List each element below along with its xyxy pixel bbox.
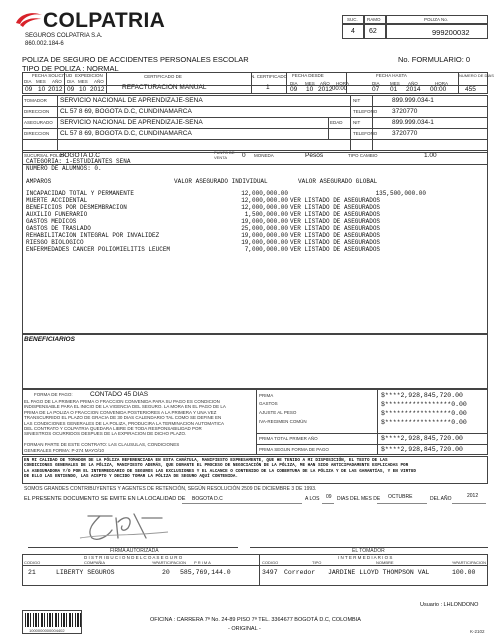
coverage-row: [26, 246, 486, 253]
expedicion-label: EXPEDICION: [75, 73, 103, 78]
poliza-value: 999200032: [432, 28, 470, 37]
authorized-signature: [72, 508, 182, 544]
desde-mes: 10: [306, 86, 314, 93]
signature-icon: [72, 508, 182, 544]
amparo-global: VER LISTADO DE ASEGURADOS: [290, 197, 381, 204]
coverage-row: [26, 190, 486, 197]
punto-venta-label: PUNTO DE VENTA: [214, 150, 235, 160]
moneda-value: Pesos: [305, 152, 324, 159]
ano-label: AÑO: [408, 81, 418, 86]
issue-mes: OCTUBRE: [388, 494, 413, 500]
barcode-number: 1000000000004402: [29, 628, 65, 633]
hasta-mes: 01: [390, 86, 398, 93]
legal-line: CONDICIONES GENERALES DE LA PÓLIZA, MANIFIESTO ADEMÁS, QUE DURANTE EL PROCESO DE NEGOCIACIÓN DE LA PÓLIZA, ME HAN SIDO ANTICIPADAMENTE EXPLICADAS POR: [24, 463, 409, 469]
sucursal-label: SUCURSAL POLIZA: [24, 153, 66, 158]
amparo-name: ENFERMEDADES CANCER POLIOMIELITIS LEUCEM: [26, 246, 171, 253]
barcode-icon: [24, 613, 82, 627]
certificado-label: CERTIFICADO DE: [144, 74, 182, 79]
logo-swoosh-icon: [14, 11, 44, 29]
coverage-row: [26, 211, 486, 218]
col-codigo-2: CODIGO: [262, 560, 279, 565]
individual-header: VALOR ASEGURADO INDIVIDUAL: [174, 178, 268, 185]
company-name: COLPATRIA: [43, 9, 166, 32]
coaseguro-participacion: 20: [162, 569, 170, 576]
tomador-dir-label: DIRECCION: [24, 109, 50, 114]
usuario-text: Usuario : LHLONDONO: [420, 602, 479, 608]
amparo-global: VER LISTADO DE ASEGURADOS: [290, 218, 381, 225]
total-pagar-label: PRIMA SEGUN FORMA DE PAGO: [259, 447, 329, 452]
n-certificado-value: 1: [266, 84, 270, 91]
payment-term-line: INDISPENSABLE PARA EL INICIO DE LA VIGENCIA DEL SEGURO. LA MORA EN EL PAGO DE LA: [24, 404, 226, 410]
legal-text: [24, 458, 416, 480]
tomador-nit-label: NIT: [353, 98, 361, 103]
issue-ano: 2012: [467, 493, 479, 499]
formulario-number: No. FORMULARIO: 0: [398, 55, 471, 64]
forma-pago-value: CONTADO 45 DIAS: [90, 391, 149, 398]
amparo-global: VER LISTADO DE ASEGURADOS: [290, 246, 381, 253]
payment-term-line: EL PAGO DE LA PRIMERA PRIMA O FRACCION CONVENIDA PARA SU PAGO ES CONDICION: [24, 399, 220, 404]
prima-value: $****2,928,845,720.00: [381, 392, 463, 399]
hora-label: HORA: [435, 81, 449, 86]
solicitud-ano: 2012: [48, 86, 63, 93]
dia-label: DIA: [24, 79, 32, 84]
policy-title: POLIZA DE SEGURO DE ACCIDENTES PERSONALES ESCOLAR: [22, 55, 249, 64]
ramo-label: RAMO: [367, 17, 381, 22]
suc-value: 4: [351, 28, 355, 35]
coverage-row: [26, 225, 486, 232]
tipo-cambio-value: 1.00: [424, 152, 437, 159]
coverage-row: [26, 204, 486, 211]
forman-parte-line-2: GENERALES FORMA: P-274 MAYO/10: [24, 448, 104, 453]
fecha-desde-label: FECHA DESDE: [292, 73, 324, 78]
categoria-text: CATEGORIA: 1-ESTUDIANTES SENA: [26, 158, 131, 165]
asegurado-label: ASEGURADO: [24, 120, 53, 125]
coaseguro-compania: LIBERTY SEGUROS: [56, 569, 115, 576]
beneficiarios-label: BENEFICIARIOS: [24, 336, 75, 343]
distribution-section: [22, 554, 488, 586]
intermediarios-title: I N T E R M E D I A R I O S: [338, 555, 393, 560]
total-primer-label: PRIMA TOTAL PRIMER AÑO: [259, 436, 318, 441]
legal-line: EN MI CALIDAD DE TOMADOR DE LA PÓLIZA REFERENCIADA EN ESTA CARÁTULA, MANIFIESTO EXPRESAMENTE, QUE HE TENIDO A MI DISPOSICIÓN, EL TEXTO DE LAS: [24, 458, 388, 463]
amparos-header: AMPAROS: [26, 178, 52, 185]
numero-dias-label: NUMERO DE DIAS: [459, 73, 494, 78]
amparo-individual: 12,000,000.00: [241, 197, 288, 204]
payment-section: [22, 389, 488, 455]
coaseguro-prima: 585,769,144.0: [180, 569, 231, 576]
hasta-dia: 07: [372, 86, 380, 93]
forma-pago-label: FORMA DE PAGO:: [34, 392, 73, 397]
beneficiarios-box: [22, 334, 488, 389]
numero-dias-value: 455: [465, 86, 476, 93]
tipo-cambio-label: TIPO CAMBIO: [348, 153, 378, 158]
col-tipo: TIPO: [312, 560, 322, 565]
amparo-name: AUXILIO FUNERARIO: [26, 211, 88, 218]
intermediario-tipo: Corredor: [284, 569, 316, 576]
amparo-individual: 25,000,000.00: [241, 225, 288, 232]
fecha-hasta-label: FECHA HASTA: [376, 73, 407, 78]
asegurado-edad-label: EDAD: [330, 120, 343, 125]
iva-value: $*****************0.00: [381, 419, 467, 426]
issue-del-ano: DEL AÑO: [430, 496, 452, 502]
dates-section: [22, 72, 494, 94]
coaseguro-codigo: 21: [28, 569, 36, 576]
coverage-table: [26, 190, 486, 253]
original-text: - ORIGINAL -: [228, 626, 261, 632]
coverage-row: [26, 197, 486, 204]
firma-autorizada-label: FIRMA AUTORIZADA: [110, 548, 159, 554]
col-compania: COMPAÑIA: [84, 560, 106, 565]
asegurado-tel: 3720770: [392, 130, 418, 137]
tomador-tel: 3720770: [392, 108, 418, 115]
el-tomador-label: EL TOMADOR: [352, 548, 385, 554]
issue-a-los: A LOS: [305, 496, 320, 502]
ano-label: AÑO: [94, 79, 104, 84]
amparo-name: MUERTE ACCIDENTAL: [26, 197, 88, 204]
col-prima: P R I M A: [194, 560, 211, 565]
amparo-global: 135,500,000.00: [375, 190, 426, 197]
expedicion-ano: 2012: [90, 86, 105, 93]
prima-label: PRIMA: [259, 393, 274, 398]
issue-dias-del-mes: DIAS DEL MES DE: [337, 496, 381, 502]
asegurado-nit-label: NIT: [353, 120, 361, 125]
dia-label: DIA: [372, 81, 380, 86]
issue-dia: 09: [326, 494, 332, 500]
desde-dia: 09: [290, 86, 298, 93]
asegurado-dir: CL 57 8 69, BOGOTA D.C, CUNDINAMARCA: [60, 130, 192, 137]
payment-term-line: PRIMA DE LA POLIZA O FRACCION CONVENIDA POSTERIORES A LA PRIMERA Y UNA VEZ: [24, 409, 217, 415]
policy-id-box: [342, 15, 488, 47]
amparo-individual: 19,000,000.00: [241, 232, 288, 239]
col-participacion-2: %PARTICIPACION: [452, 560, 487, 565]
fecha-solicitud-label: FECHA SOLICITUD: [32, 73, 73, 78]
amparo-individual: 12,000,000.00: [241, 204, 288, 211]
amparo-name: INCAPACIDAD TOTAL Y PERMANENTE: [26, 190, 135, 197]
issue-text: EL PRESENTE DOCUMENTO SE EMITE EN LA LOCALIDAD DE: [24, 496, 186, 502]
asegurado-nit: 899.999.034-1: [392, 119, 434, 126]
issue-line: [22, 493, 488, 505]
punto-venta-value: 0: [242, 152, 246, 159]
payment-term-line: LAS CONDICIONES GENERALES DE LA POLIZA, PRODUCIRA LA TERMINACION AUTOMATICA: [24, 420, 225, 426]
amparo-global: VER LISTADO DE ASEGURADOS: [290, 239, 381, 246]
asegurado-name: SERVICIO NACIONAL DE APRENDIZAJE-SENA: [60, 119, 203, 126]
tomador-nit: 899.999.034-1: [392, 97, 434, 104]
oficina-text: OFICINA : CARRERA 7ª No. 24-89 PISO 7ª TEL. 3364677 BOGOTÁ D.C, COLOMBIA: [150, 617, 361, 623]
ano-label: AÑO: [320, 81, 330, 86]
global-header: VALOR ASEGURADO GLOBAL: [298, 178, 378, 185]
amparo-individual: 19,000,000.00: [241, 239, 288, 246]
amparo-individual: 19,000,000.00: [241, 218, 288, 225]
coverage-row: [26, 218, 486, 225]
coverage-content: [26, 158, 486, 253]
amparo-individual: 7,000,000.00: [244, 246, 288, 253]
ramo-value: 62: [369, 28, 377, 35]
coverage-row: [26, 232, 486, 239]
expedicion-mes: 10: [79, 86, 87, 93]
gastos-label: GASTOS: [259, 401, 278, 406]
dia-label: DIA: [290, 81, 298, 86]
sucursal-value: BOGOTA D.C: [60, 152, 100, 159]
coaseguro-title: D I S T R I B U C I O N D E L C O A S E G U R O: [84, 555, 183, 560]
col-participacion: %PARTICIPACION: [152, 560, 187, 565]
solicitud-mes: 10: [38, 86, 46, 93]
iva-label: IVA-REGIMEN COMÚN: [259, 419, 307, 424]
tomador-name: SERVICIO NACIONAL DE APRENDIZAJE-SENA: [60, 97, 203, 104]
forman-parte-line-1: FORMAN PARTE DE ESTE CONTRATO: LAS CLAUSULAS, CONDICIONES: [24, 442, 180, 447]
tomador-dir: CL 57 8 69, BOGOTA D.C, CUNDINAMARCA: [60, 108, 192, 115]
intermediario-participacion: 100.00: [452, 569, 476, 576]
ajuste-value: $*****************0.00: [381, 410, 467, 417]
moneda-label: MONEDA: [254, 153, 274, 158]
tomador-tel-label: TELEFONO: [353, 109, 378, 114]
amparo-global: VER LISTADO DE ASEGURADOS: [290, 211, 381, 218]
intermediario-nombre: JARDINE LLOYD THOMPSON VAL: [328, 569, 430, 576]
asegurado-dir-label: DIRECCION: [24, 131, 50, 136]
company-full-name: SEGUROS COLPATRIA S.A.: [25, 33, 103, 39]
poliza-label: POLIZA No.: [424, 17, 449, 22]
amparo-individual: 1,500,000.00: [244, 211, 288, 218]
solicitud-dia: 09: [25, 86, 33, 93]
hasta-hora: 00:00: [430, 86, 447, 93]
coverage-row: [26, 239, 486, 246]
mes-label: MES: [390, 81, 400, 86]
dia-label: DIA: [67, 79, 75, 84]
ajuste-label: AJUSTE AL PESO: [259, 410, 297, 415]
amparo-name: BENEFICIOS POR DESMEMBRACION: [26, 204, 127, 211]
amparo-global: VER LISTADO DE ASEGURADOS: [290, 225, 381, 232]
intermediario-codigo: 3497: [262, 569, 278, 576]
total-pagar-value: $****2,928,845,720.00: [381, 446, 463, 453]
payment-term-line: TRANSCURRIDO EL PLAZO DE GRACIA DE 30 DIAS CALENDARIO TAL COMO SE DEFINE EN: [24, 415, 222, 421]
expedicion-dia: 09: [67, 86, 75, 93]
legal-line: LA ASEGURADORA Y/O POR EL INTERMEDIARIO DE SEGUROS LAS EXCLUSIONES Y EL ALCANCE O CONTENIDO DE LA COBERTURA DE LA PÓLIZA Y DE LAS GARANTÍAS, Y EN VIRTUD: [24, 468, 416, 474]
payment-terms: [24, 399, 226, 437]
issue-localidad: BOGOTA D.C: [192, 496, 223, 502]
amparo-global: VER LISTADO DE ASEGURADOS: [290, 232, 381, 239]
n-certificado-label: N. CERTIFICADO: [251, 74, 288, 79]
col-nombre: NOMBRE: [376, 560, 394, 565]
certificado-value: REFACTURACION MANUAL: [122, 84, 207, 91]
mes-label: MES: [78, 79, 88, 84]
total-primer-value: $****2,928,845,720.00: [381, 435, 463, 442]
asegurado-tel-label: TELEFONO: [353, 131, 378, 136]
ano-label: AÑO: [52, 79, 62, 84]
amparo-name: GASTOS DE TRASLADO: [26, 225, 91, 232]
col-codigo: CODIGO: [24, 560, 41, 565]
hasta-ano: 2014: [406, 86, 421, 93]
legal-line: DE ELLO LAS ENTIENDO, LAS ACEPTO Y DECIDO TOMAR LA PÓLIZA DE SEGURO AQUÍ CONTENIDA.: [24, 474, 239, 480]
company-logo: [14, 11, 44, 29]
suc-label: SUC.: [347, 17, 358, 22]
gastos-value: $*****************0.00: [381, 401, 467, 408]
company-nit: 860.002.184-6: [25, 41, 64, 47]
amparo-individual: 12,000,000.00: [241, 190, 288, 197]
mes-label: MES: [36, 79, 46, 84]
hora-label: HORA: [336, 81, 350, 86]
barcode: [22, 610, 82, 634]
amparo-name: REHABILITACION INTEGRAL POR INVALIDEZ: [26, 232, 160, 239]
desde-ano: 2012: [318, 86, 333, 93]
amparo-global: VER LISTADO DE ASEGURADOS: [290, 204, 381, 211]
policy-type: TIPO DE POLIZA : NORMAL: [22, 64, 119, 73]
retencion-text: SOMOS GRANDES CONTRIBUYENTES Y AGENTES DE RETENCIÓN, SEGÚN RESOLUCIÓN 2509 DE DICIEMBRE 3 DE 1993.: [24, 486, 317, 492]
form-code: K-2102: [470, 629, 485, 634]
payment-term-line: SINIESTROS OCURRIDOS DESPUES DE LA EXPIRACION DE DICHO PLAZO.: [24, 431, 187, 437]
mes-label: MES: [305, 81, 315, 86]
amparo-name: RIESGO BIOLOGICO: [26, 239, 84, 246]
desde-hora: 00:00: [332, 86, 348, 92]
tomador-label: TOMADOR: [24, 98, 47, 103]
amparo-name: GASTOS MEDICOS: [26, 218, 77, 225]
numero-alumnos-text: NUMERO DE ALUMNOS: 0.: [26, 165, 102, 172]
payment-term-line: DEL CONTRATO Y COLPATRIA QUEDARA LIBRE DE TODA RESPONSABILIDAD POR: [24, 426, 202, 432]
